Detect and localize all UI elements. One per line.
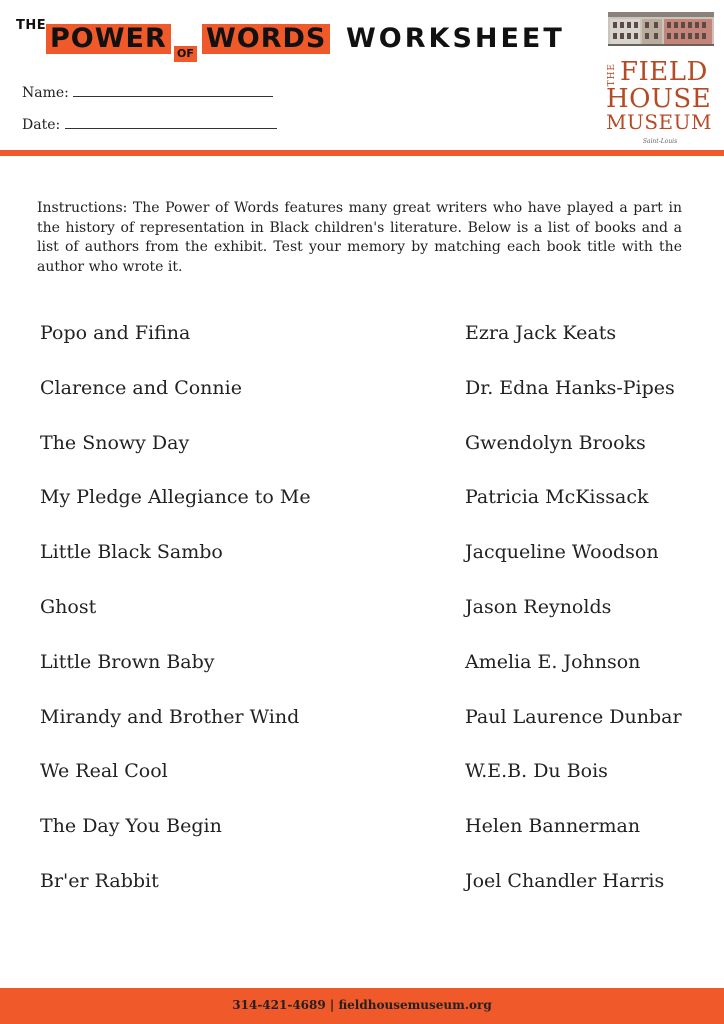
title-power: POWER <box>46 24 171 54</box>
logo-house: HOUSE <box>606 84 712 114</box>
logo-location: Saint-Louis <box>642 138 678 145</box>
author-item: Amelia E. Johnson <box>465 650 641 673</box>
book-item: Br'er Rabbit <box>40 869 159 892</box>
field-house-museum-logo <box>604 8 716 144</box>
building-icon <box>608 8 714 46</box>
title-words: WORDS <box>202 24 330 54</box>
book-item: Ghost <box>40 595 97 618</box>
book-item: Popo and Fifina <box>40 322 191 344</box>
name-field <box>22 84 273 101</box>
name-label: Name: <box>22 85 69 101</box>
book-item: My Pledge Allegiance to Me <box>40 486 311 509</box>
author-item: Helen Bannerman <box>465 815 641 838</box>
author-item: W.E.B. Du Bois <box>465 760 608 783</box>
author-item: Ezra Jack Keats <box>465 322 617 344</box>
author-item: Gwendolyn Brooks <box>465 431 646 454</box>
author-item: Jacqueline Woodson <box>465 541 659 564</box>
name-line[interactable] <box>73 84 273 97</box>
book-item: Little Brown Baby <box>40 650 215 673</box>
author-item: Patricia McKissack <box>465 486 649 509</box>
author-list <box>465 319 715 922</box>
book-item: The Day You Begin <box>40 815 222 838</box>
logo-museum: MUSEUM <box>606 110 712 134</box>
worksheet-title <box>16 10 586 68</box>
date-label: Date: <box>22 117 61 133</box>
title-worksheet: WORKSHEET <box>346 23 565 54</box>
book-item: The Snowy Day <box>40 431 190 454</box>
title-the: THE <box>16 18 47 33</box>
author-item: Dr. Edna Hanks-Pipes <box>465 376 675 399</box>
instructions: Instructions: The Power of Words features many great writers who have played a part in the history of representation in Black children's literature. Below is a list of books and a list of authors from the exhibit. Test your memory by matching each book title with the author who wrote it. <box>37 200 682 275</box>
book-item: Little Black Sambo <box>40 541 223 564</box>
footer-bar <box>0 988 724 1024</box>
title-of: OF <box>174 46 197 62</box>
logo-the: THE <box>607 63 617 87</box>
book-item: Clarence and Connie <box>40 376 242 399</box>
author-item: Joel Chandler Harris <box>465 869 665 892</box>
date-line[interactable] <box>65 116 277 129</box>
book-list <box>40 319 420 922</box>
footer-contact: 314-421-4689 | fieldhousemuseum.org <box>232 998 492 1012</box>
date-field <box>22 116 277 133</box>
author-item: Paul Laurence Dunbar <box>465 705 682 728</box>
book-item: Mirandy and Brother Wind <box>40 705 300 728</box>
book-item: We Real Cool <box>40 760 168 783</box>
header-divider <box>0 150 724 156</box>
author-item: Jason Reynolds <box>465 595 612 618</box>
logo-field: FIELD <box>620 57 708 87</box>
